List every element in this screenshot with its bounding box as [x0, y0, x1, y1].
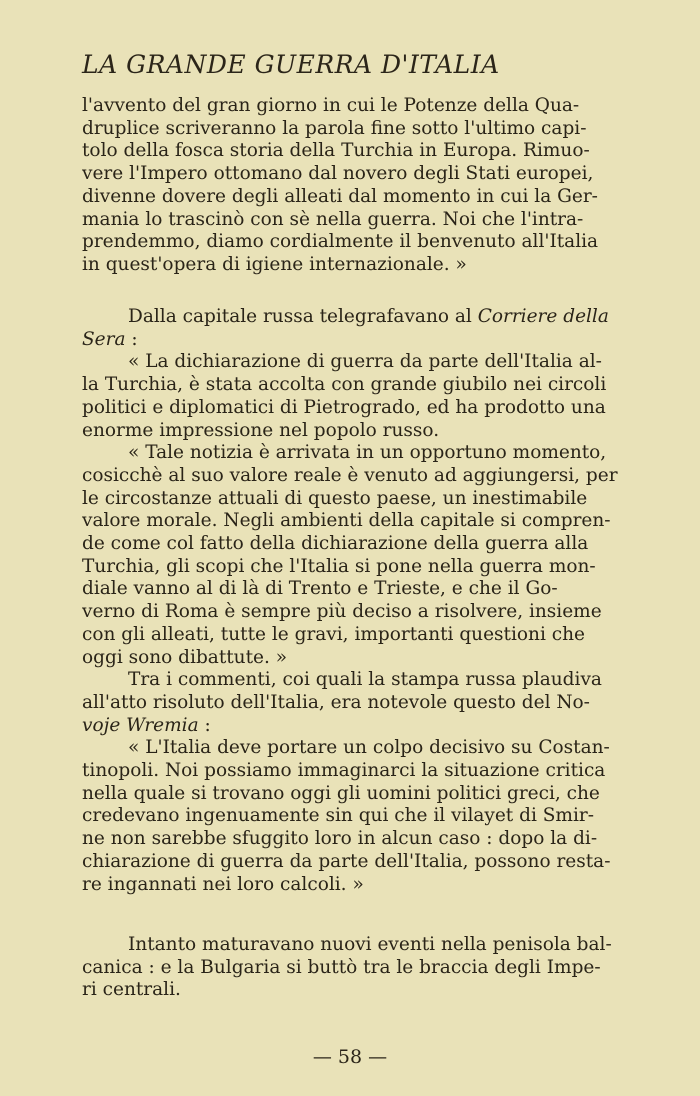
- quote-line: « La dichiarazione di guerra da parte dell'Italia al-: [128, 351, 602, 373]
- text-line: l'avvento del gran giorno in cui le Potenze della Qua-: [82, 95, 580, 116]
- closing-paragraph: [82, 934, 668, 1002]
- quote-line: nella quale si trovano oggi gli uomini politici greci, che: [82, 782, 600, 804]
- quote-line: chiarazione di guerra da parte dell'Italia, possono resta-: [82, 850, 611, 872]
- quote-line: re ingannati nei loro calcoli. »: [82, 873, 364, 895]
- quote-line: con gli alleati, tutte le gravi, importanti questioni che: [82, 623, 585, 645]
- text-line: ri centrali.: [82, 979, 181, 1001]
- quote-line: « L'Italia deve portare un colpo decisivo su Costan-: [128, 737, 610, 759]
- quote-line: le circostanze attuali di questo paese, un inestimabile: [82, 487, 588, 509]
- text-line: in quest'opera di igiene internazionale. »: [82, 253, 467, 275]
- text-line: prendemmo, diamo cordialmente il benvenuto all'Italia: [82, 231, 599, 253]
- commentary-line: Tra i commenti, coi quali la stampa russa plaudiva: [128, 669, 602, 691]
- quote-line: diale vanno al di là di Trento e Trieste, e che il Go-: [82, 578, 558, 600]
- commentary-line-last: [82, 715, 668, 738]
- text-line: divenne dovere degli alleati dal momento in cui la Ger-: [82, 185, 598, 207]
- text-line: Intanto maturavano nuovi eventi nella penisola bal-: [128, 934, 612, 955]
- quote-line: enorme impressione nel popolo russo.: [82, 419, 440, 441]
- newspaper-title: Corriere della: [477, 306, 609, 327]
- quote-line: verno di Roma è sempre più deciso a risolvere, insieme: [82, 601, 602, 623]
- quote-line: de come col fatto della dichiarazione della guerra alla: [82, 533, 589, 555]
- quote-line: politici e diplomatici di Pietrogrado, ed ha prodotto una: [82, 396, 606, 418]
- intro-line-2: [82, 329, 668, 352]
- text-line: tolo della fosca storia della Turchia in Europa. Rimuo-: [82, 140, 590, 162]
- quote-line: valore morale. Negli ambienti della capitale si compren-: [82, 510, 611, 532]
- quote-line: tinopoli. Noi possiamo immaginarci la situazione critica: [82, 760, 606, 782]
- intro-prefix: Dalla capitale russa telegrafavano al: [128, 306, 478, 327]
- newspaper-title: voje Wremia: [82, 714, 199, 736]
- russian-press-section: [82, 306, 668, 896]
- page-number: — 58 —: [312, 1046, 388, 1068]
- text-line: mania lo trascinò con sè nella guerra. Noi che l'intra-: [82, 208, 584, 230]
- quote-line: credevano ingenuamente sin qui che il vilayet di Smir-: [82, 805, 594, 827]
- running-header: LA GRANDE GUERRA D'ITALIA: [82, 50, 500, 79]
- quote-line: Turchia, gli scopi che l'Italia si pone nella guerra mon-: [82, 555, 596, 577]
- text-line: druplice scriveranno la parola fine sotto l'ultimo capi-: [82, 117, 587, 139]
- quote-line: oggi sono dibattute. »: [82, 646, 288, 668]
- intro-colon: :: [125, 328, 138, 350]
- paragraph-continuation: [82, 95, 668, 277]
- quote-line: « Tale notizia è arrivata in un opportuno momento,: [128, 442, 607, 464]
- quote-line: la Turchia, è stata accolta con grande giubilo nei circoli: [82, 374, 607, 396]
- intro-line: [82, 306, 668, 329]
- quote-line: cosicchè al suo valore reale è venuto ad aggiungersi, per: [82, 464, 618, 486]
- text-line: canica : e la Bulgaria si buttò tra le braccia degli Impe-: [82, 956, 601, 978]
- newspaper-title-end: Sera: [82, 328, 126, 350]
- commentary-line: all'atto risoluto dell'Italia, era notevole questo del No-: [82, 691, 590, 713]
- quote-line: ne non sarebbe sfuggito loro in alcun caso : dopo la di-: [82, 828, 598, 850]
- commentary-colon: :: [198, 714, 211, 736]
- text-line: vere l'Impero ottomano dal novero degli Stati europei,: [82, 163, 594, 185]
